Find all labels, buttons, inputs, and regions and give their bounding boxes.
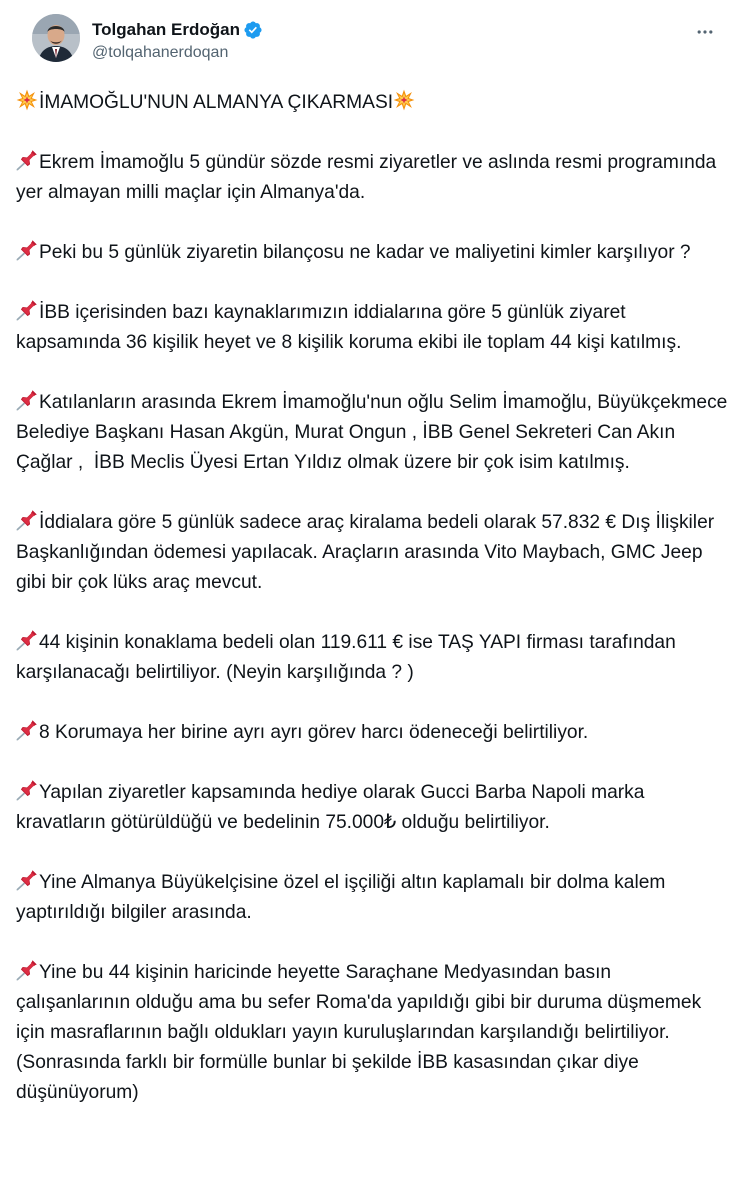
tweet-paragraph-text: Yapılan ziyaretler kapsamında hediye olarak Gucci Barba Napoli marka kravatların götürüldüğü ve bedelinin 75.000₺ olduğu belirtiliyor. — [16, 782, 650, 833]
tweet-paragraph — [16, 388, 733, 478]
more-horizontal-icon[interactable] — [688, 20, 722, 44]
avatar[interactable] — [32, 14, 80, 62]
tweet-text — [16, 88, 733, 1108]
tweet-paragraph — [16, 868, 728, 928]
pushpin-icon — [16, 719, 38, 741]
pushpin-icon — [16, 509, 38, 531]
tweet-paragraph-text: Katılanların arasında Ekrem İmamoğlu'nun oğlu Selim İmamoğlu, Büyükçekmece Belediye Başkanı Hasan Akgün, Murat Ongun , İBB Genel Sekreteri Can Akın Çağlar , İBB Meclis Üyesi Ertan Yıldız olmak üzere bir çok isim katılmış. — [16, 392, 733, 473]
display-name-row — [92, 18, 263, 42]
tweet-title-text: İMAMOĞLU'NUN ALMANYA ÇIKARMASI — [39, 92, 394, 113]
tweet-paragraph-text: Yine Almanya Büyükelçisine özel el işçiliği altın kaplamalı bir dolma kalem yaptırıldığı bilgiler arasında. — [16, 872, 671, 923]
pushpin-icon — [16, 779, 38, 801]
tweet-paragraph — [16, 148, 728, 208]
tweet-paragraph — [16, 718, 728, 748]
tweet-paragraph-text: İBB içerisinden bazı kaynaklarımızın iddialarına göre 5 günlük ziyaret kapsamında 36 kişilik heyet ve 8 kişilik koruma ekibi ile toplam 44 kişi katılmış. — [16, 302, 682, 353]
tweet-paragraph-text: Yine bu 44 kişinin haricinde heyette Saraçhane Medyasından basın çalışanlarının olduğu ama bu sefer Roma'da yapıldığı gibi bir duruma düşmemek için masraflarının bağlı oldukları yayın kuruluşlarından karşılandığı belirtiliyor.(Sonrasında farklı bir formülle bunlar bi şekilde İBB kasasından çıkar diye düşünüyorum) — [16, 962, 707, 1103]
pushpin-icon — [16, 389, 38, 411]
tweet-paragraph-text: Peki bu 5 günlük ziyaretin bilançosu ne kadar ve maliyetini kimler karşılıyor ? — [39, 242, 691, 263]
collision-emoji-icon — [393, 89, 415, 111]
avatar-photo-icon — [32, 14, 80, 62]
tweet-title — [16, 88, 728, 118]
pushpin-icon — [16, 239, 38, 261]
tweet-paragraph — [16, 298, 728, 358]
handle[interactable]: @tolqahanerdoqan — [92, 44, 229, 61]
pushpin-icon — [16, 629, 38, 651]
display-name[interactable]: Tolgahan Erdoğan — [92, 20, 240, 39]
pushpin-icon — [16, 869, 38, 891]
tweet-paragraph-text: 8 Korumaya her birine ayrı ayrı görev harcı ödeneceği belirtiliyor. — [39, 722, 589, 743]
pushpin-icon — [16, 149, 38, 171]
pushpin-icon — [16, 959, 38, 981]
tweet-paragraph — [16, 508, 728, 598]
author-names — [92, 18, 263, 62]
tweet-paragraph — [16, 238, 728, 268]
tweet-paragraph-text: İddialara göre 5 günlük sadece araç kiralama bedeli olarak 57.832 € Dış İlişkiler Başkanlığından ödemesi yapılacak. Araçların arasında Vito Maybach, GMC Jeep gibi bir çok lüks araç mevcut. — [16, 512, 720, 593]
verified-badge-icon[interactable] — [243, 20, 263, 40]
tweet-paragraph — [16, 778, 728, 838]
pushpin-icon — [16, 299, 38, 321]
tweet-paragraph — [16, 628, 728, 688]
tweet-header — [16, 0, 724, 76]
collision-emoji-icon — [16, 89, 38, 111]
tweet-paragraph — [16, 958, 728, 1108]
tweet-paragraph-text: Ekrem İmamoğlu 5 gündür sözde resmi ziyaretler ve aslında resmi programında yer almayan milli maçlar için Almanya'da. — [16, 152, 722, 203]
tweet-paragraph-text: 44 kişinin konaklama bedeli olan 119.611 € ise TAŞ YAPI firması tarafından karşılanacağı belirtiliyor. (Neyin karşılığında ? ) — [16, 632, 682, 683]
